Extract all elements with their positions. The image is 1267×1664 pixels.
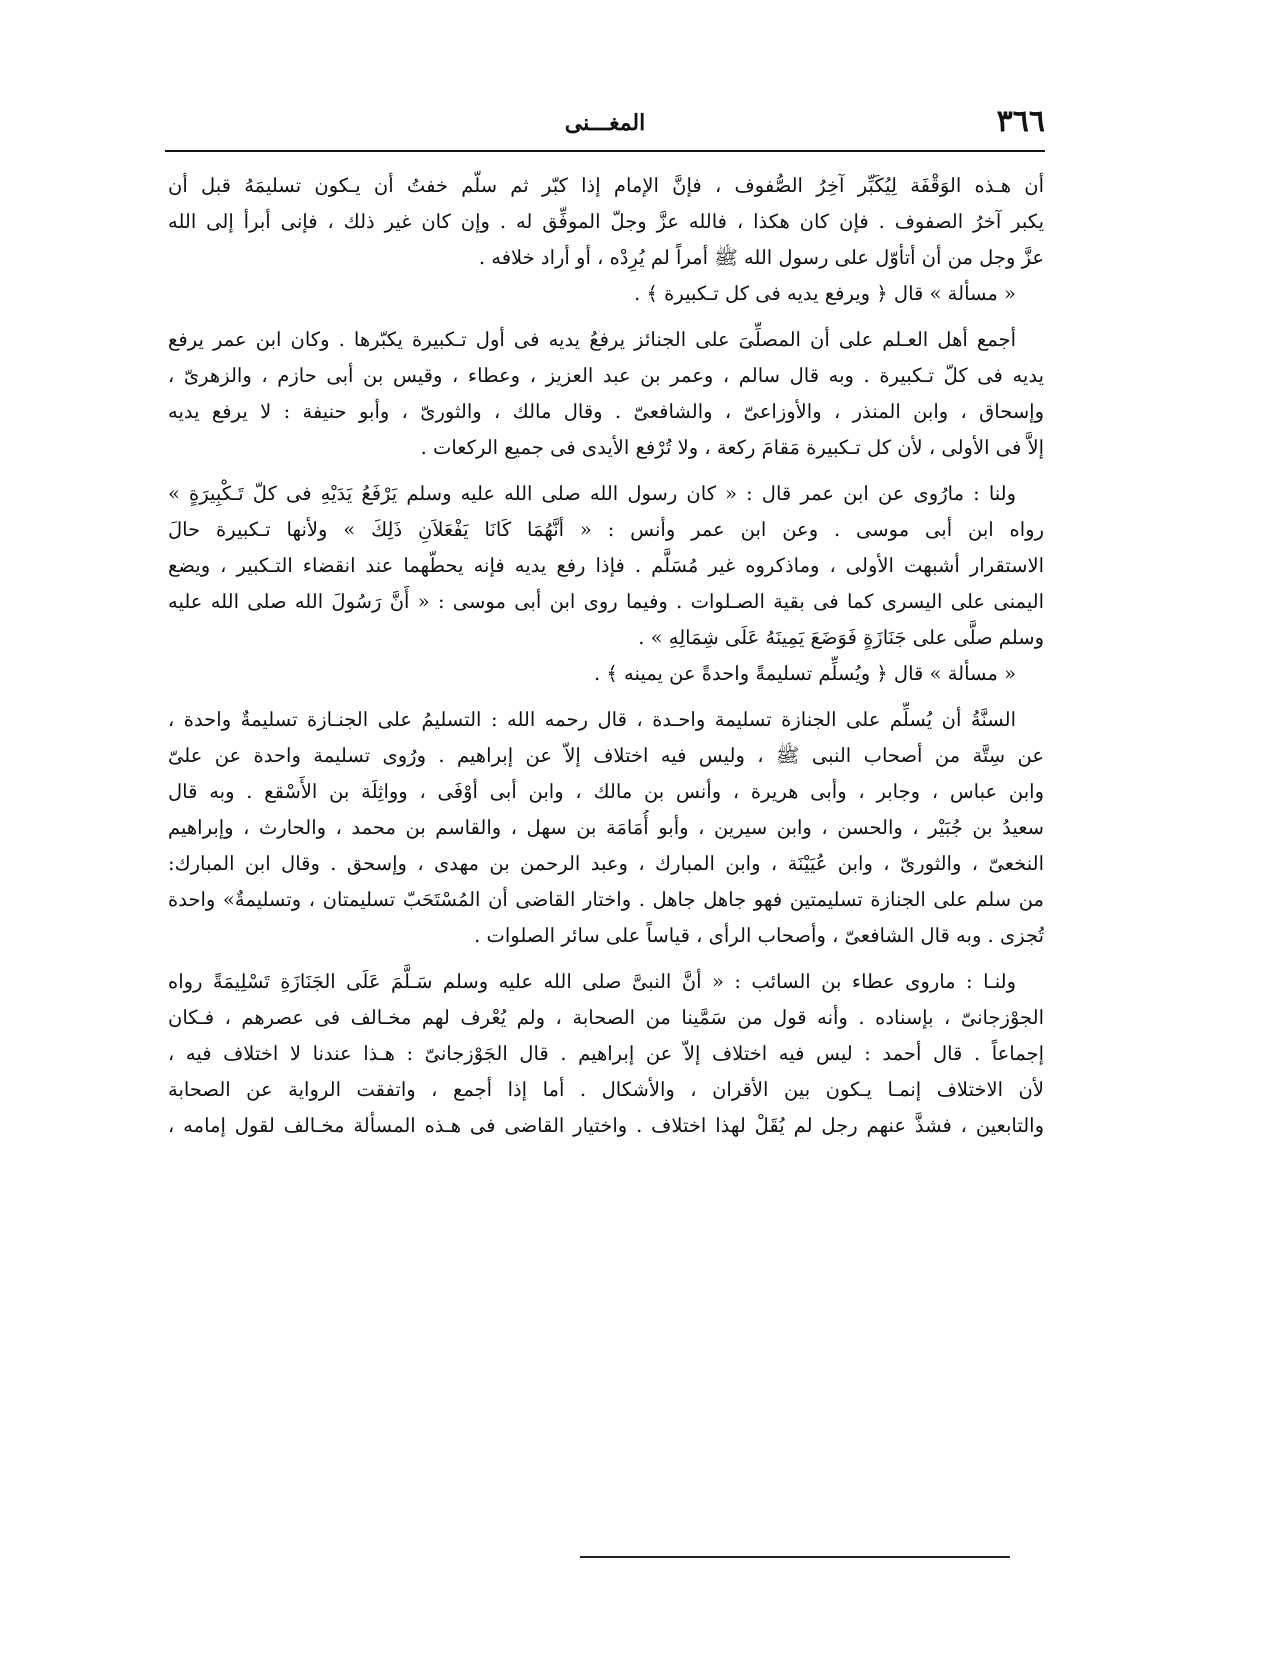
text-line: عزَّ وجل من أن أتأوّل على رسول الله ﷺ أمراً لم يُرِدْه ، أو أراد خلافه . <box>478 246 1044 269</box>
text-line: وابن عباس ، وجابر ، وأبى هريرة ، وأنس بن مالك ، وابن أبى أوْفَى ، وواثِلَة بن الأَسْقع . وبه قال <box>168 780 1044 803</box>
text-line: من سلم على الجنازة تسليمتين فهو جاهل جاهل . واختار القاضى أن المُسْتَحَبّ تسليمتان ، وتسليمةٌ» واحدة <box>168 888 1044 911</box>
text-line: ولنـا : ماروى عطاء بن السائب : « أنَّ النبىَّ صلى الله عليه وسلم سَـلَّمَ عَلَى الجَنَازَةِ تَسْلِيمَةً رواه <box>168 970 1016 993</box>
text-line: لأن الاختلاف إنمـا يـكون بين الأقران ، والأشكال . أما إذا أجمع ، واتفقت الرواية عن الصحابة <box>168 1078 1044 1101</box>
body-text <box>168 168 1044 1144</box>
text-line: أجمع أهل العـلم على أن المصلِّىَ على الجنائز يرفعُ يديه فى أول تـكبيرة يكبّرها . وكان ابن عمر يرفع <box>168 328 1017 351</box>
text-line: سعيدُ بن جُبَيْر ، والحسن ، وابن سيرين ، وأبو أُمَامَة بن سهل ، والقاسم بن محمد ، والحارث ، وإبراهيم <box>168 816 1044 839</box>
text-line: الجوْزجانىّ ، بإسناده . وأنه قول من سَمَّينا من الصحابة ، ولم يُعْرف لهم مخـالف فى عصرهم ، فـكان <box>168 1006 1044 1029</box>
text-line: يكبر آخرُ الصفوف . فإن كان هكذا ، فالله عزَّ وجلّ الموفِّق له . وإن كان غير ذلك ، فإنى أبرأ إلى الله <box>168 210 1044 233</box>
paragraph-gap <box>168 692 1044 702</box>
text-line: السنَّةُ أن يُسلِّم على الجنازة تسليمة واحـدة ، قال رحمه الله : التسليمُ على الجنـازة تسليمةٌ واحدة ، <box>168 708 1016 731</box>
paragraph-gap <box>168 954 1044 964</box>
text-line: إجماعاً . قال أحمد : ليس فيه اختلاف إلاّ عن إبراهيم . قال الجَوْزجانىّ : هـذا عندنا لا اختلاف فيه ، <box>168 1042 1044 1065</box>
text-line: وسلم صلَّى على جَنَازَةٍ فَوَضَعَ يَمِينَهُ عَلَى شِمَالِهِ » . <box>638 626 1044 649</box>
book-title: المغـــنى <box>564 110 646 136</box>
paragraph-gap <box>168 312 1044 322</box>
text-line: والتابعين ، فشذَّ عنهم رجل لم يُقَلْ لهذا اختلاف . واختيار القاضى فى هـذه المسألة مخـالف لقول إمامه ، <box>168 1114 1044 1137</box>
masala-heading: « مسألة » قال ﴿ ويُسلِّم تسليمةً واحدةً عن يمينه ﴾ . <box>593 662 1016 685</box>
text-line: أن هـذه الوَقْفَة لِيُكَبِّر آخِرُ الصُّفوف ، فإنَّ الإمام إذا كبّر ثم سلّم خفتُ أن يـكون تسليمَهُ قبل أن <box>168 174 1044 197</box>
text-line: وإسحاق ، وابن المنذر ، والأوزاعىّ ، والشافعىّ . وقال مالك ، والثورىّ ، وأبو حنيفة : لا يرفع يديه <box>168 400 1044 423</box>
text-line: الاستقرار أشبهت الأولى ، وماذكروه غير مُسَلَّم . فإذا رفع يديه فإنه يحطّهما عند انقضاء التـكبير ، ويضع <box>168 554 1044 577</box>
footnote-rule <box>580 1556 1010 1558</box>
text-line: ولنا : مارُوى عن ابن عمر قال : « كان رسول الله صلى الله عليه وسلم يَرْفَعُ يَدَيْهِ فى كلّ تَـكْبِيرَةٍ » <box>168 482 1016 505</box>
masala-heading: « مسألة » قال ﴿ ويرفع يديه فى كل تـكبيرة ﴾ . <box>634 282 1016 305</box>
page-number: ٣٦٦ <box>996 104 1045 139</box>
text-line: اليمنى على اليسرى كما فى بقية الصـلوات . وفيما روى ابن أبى موسى : « أَنَّ رَسُولَ الله صلى الله عليه <box>168 590 1044 613</box>
text-line: النخعىّ ، والثورىّ ، وابن عُيَيْنَة ، وابن المبارك ، وعبد الرحمن بن مهدى ، وإسحق . وقال ابن المبارك: <box>168 852 1044 875</box>
text-line: عن سِتَّة من أصحاب النبى ﷺ ، وليس فيه اختلاف إلاّ عن إبراهيم . ورُوى تسليمة واحدة عن علىّ <box>168 744 1044 767</box>
text-line: إلاَّ فى الأولى ، لأن كل تـكبيرة مَقامَ ركعة ، ولا تُرْفع الأيدى فى جميع الركعات . <box>420 436 1044 459</box>
paragraph-gap <box>168 466 1044 476</box>
text-line: رواه ابن أبى موسى . وعن ابن عمر وأنس : « أنَّهُمَا كَانَا يَفْعَلاَنِ ذَلِكَ » ولأنها تـكبيرة حالَ <box>168 518 1044 541</box>
running-header <box>165 104 1045 144</box>
text-line: تُجزى . وبه قال الشافعىّ ، وأصحاب الرأى ، قياساً على سائر الصلوات . <box>474 924 1044 947</box>
header-rule <box>165 150 1045 152</box>
text-line: يديه فى كلّ تـكبيرة . وبه قال سالم ، وعمر بن عبد العزيز ، وعطاء ، وقيس بن أبى حازم ، والزهرىّ ، <box>168 364 1044 387</box>
